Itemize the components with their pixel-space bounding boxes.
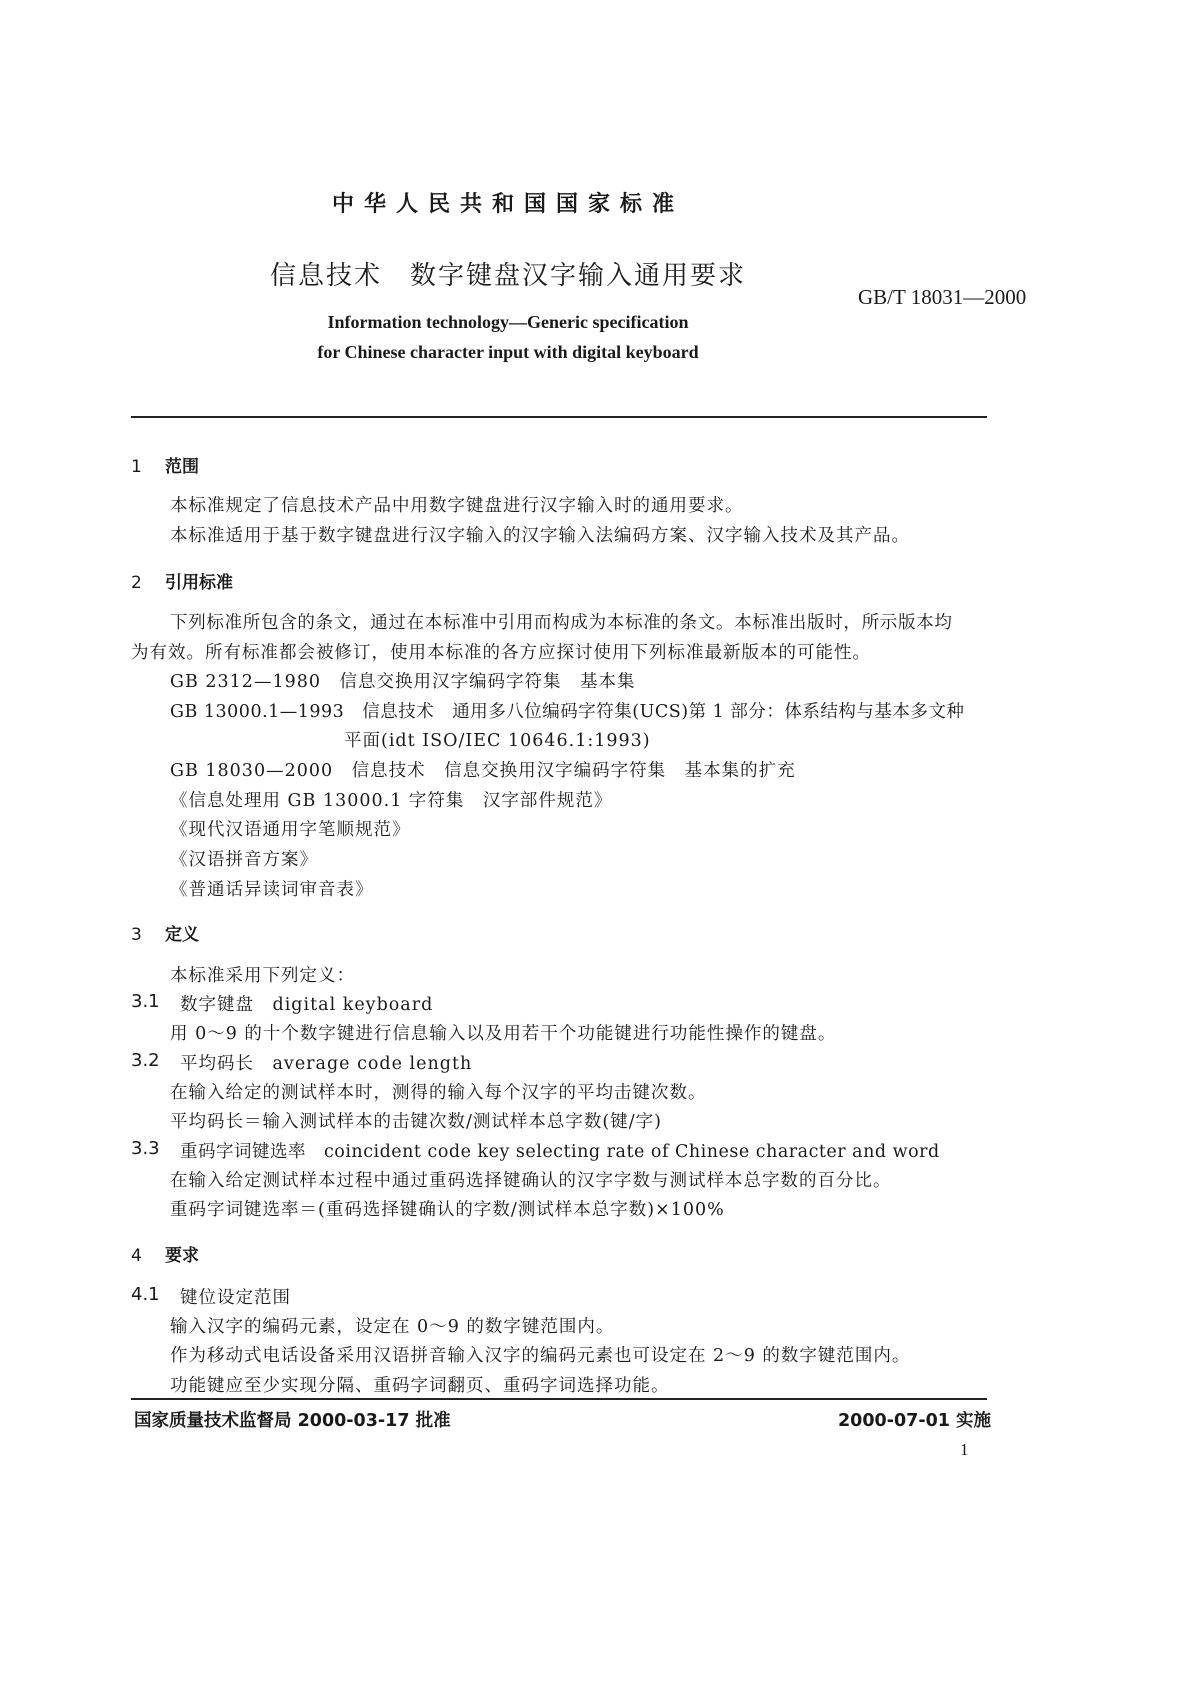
reference-item: GB 2312—1980 信息交换用汉字编码字符集 基本集 bbox=[170, 672, 636, 692]
definition-text: 用 0～9 的十个数字键进行信息输入以及用若干个功能键进行功能性操作的键盘。 bbox=[170, 1024, 837, 1044]
paragraph: 下列标准所包含的条文，通过在本标准中引用而构成为本标准的条文。本标准出版时，所示版本均 bbox=[170, 613, 953, 633]
section-number: 1 bbox=[131, 457, 142, 477]
requirement-text: 输入汉字的编码元素，设定在 0～9 的数字键范围内。 bbox=[170, 1317, 615, 1337]
section-4-heading bbox=[131, 1241, 199, 1266]
footer-rule bbox=[131, 1398, 987, 1400]
definition-number: 3.1 bbox=[131, 991, 160, 1012]
requirement-text: 功能键应至少实现分隔、重码字词翻页、重码字词选择功能。 bbox=[170, 1376, 670, 1396]
reference-item: GB 13000.1—1993 信息技术 通用多八位编码字符集(UCS)第 1 部分：体系结构与基本多文种 bbox=[170, 702, 965, 722]
paragraph: 本标准采用下列定义： bbox=[170, 966, 355, 986]
reference-item: 《汉语拼音方案》 bbox=[170, 850, 318, 870]
section-number: 3 bbox=[131, 925, 142, 945]
document-title-en-line1: Information technology—Generic specification bbox=[327, 312, 689, 332]
reference-item: 平面(idt ISO/IEC 10646.1:1993) bbox=[344, 731, 651, 751]
standard-code: GB/T 18031—2000 bbox=[858, 285, 1027, 309]
approval-info: 国家质量技术监督局 2000-03-17 批准 bbox=[134, 1411, 451, 1431]
section-title: 要求 bbox=[165, 1246, 199, 1266]
definition-number: 3.2 bbox=[131, 1050, 160, 1071]
paragraph: 为有效。所有标准都会被修订，使用本标准的各方应探讨使用下列标准最新版本的可能性。 bbox=[131, 643, 871, 663]
formula: 平均码长＝输入测试样本的击键次数/测试样本总字数(键/字) bbox=[170, 1112, 662, 1132]
section-2-heading bbox=[131, 568, 233, 593]
document-title-en-line2: for Chinese character input with digital keyboard bbox=[317, 342, 699, 362]
definition-term: 平均码长 average code length bbox=[180, 1054, 473, 1074]
reference-item: 《现代汉语通用字笔顺规范》 bbox=[170, 820, 411, 840]
page-number: 1 bbox=[960, 1440, 969, 1459]
section-title: 引用标准 bbox=[165, 573, 233, 593]
implementation-date: 2000-07-01 实施 bbox=[838, 1411, 992, 1431]
paragraph: 本标准规定了信息技术产品中用数字键盘进行汉字输入时的通用要求。 bbox=[170, 496, 744, 516]
formula: 重码字词键选率＝(重码选择键确认的字数/测试样本总字数)×100% bbox=[170, 1200, 725, 1220]
section-number: 4 bbox=[131, 1246, 142, 1266]
section-number: 2 bbox=[131, 573, 142, 593]
reference-item: 《普通话异读词审音表》 bbox=[170, 880, 374, 900]
paragraph: 本标准适用于基于数字键盘进行汉字输入的汉字输入法编码方案、汉字输入技术及其产品。 bbox=[170, 526, 910, 546]
requirement-text: 作为移动式电话设备采用汉语拼音输入汉字的编码元素也可设定在 2～9 的数字键范围内。 bbox=[170, 1346, 911, 1366]
definition-text: 在输入给定测试样本过程中通过重码选择键确认的汉字字数与测试样本总字数的百分比。 bbox=[170, 1171, 892, 1191]
document-title-cn: 信息技术 数字键盘汉字输入通用要求 bbox=[269, 261, 746, 291]
definition-text: 在输入给定的测试样本时，测得的输入每个汉字的平均击键次数。 bbox=[170, 1083, 707, 1103]
reference-item: GB 18030—2000 信息技术 信息交换用汉字编码字符集 基本集的扩充 bbox=[170, 761, 796, 781]
section-1-heading bbox=[131, 452, 199, 477]
section-title: 定义 bbox=[165, 925, 199, 945]
header-rule bbox=[131, 416, 987, 418]
definition-term: 重码字词键选率 coincident code key selecting rate of Chinese character and word bbox=[180, 1142, 940, 1162]
definition-number: 3.3 bbox=[131, 1138, 160, 1159]
requirement-number: 4.1 bbox=[131, 1284, 160, 1305]
section-title: 范围 bbox=[165, 457, 199, 477]
definition-term: 数字键盘 digital keyboard bbox=[180, 995, 434, 1015]
reference-item: 《信息处理用 GB 13000.1 字符集 汉字部件规范》 bbox=[170, 791, 613, 811]
section-3-heading bbox=[131, 920, 199, 945]
standard-type: 中华人民共和国国家标准 bbox=[331, 192, 684, 217]
requirement-term: 键位设定范围 bbox=[180, 1288, 291, 1308]
